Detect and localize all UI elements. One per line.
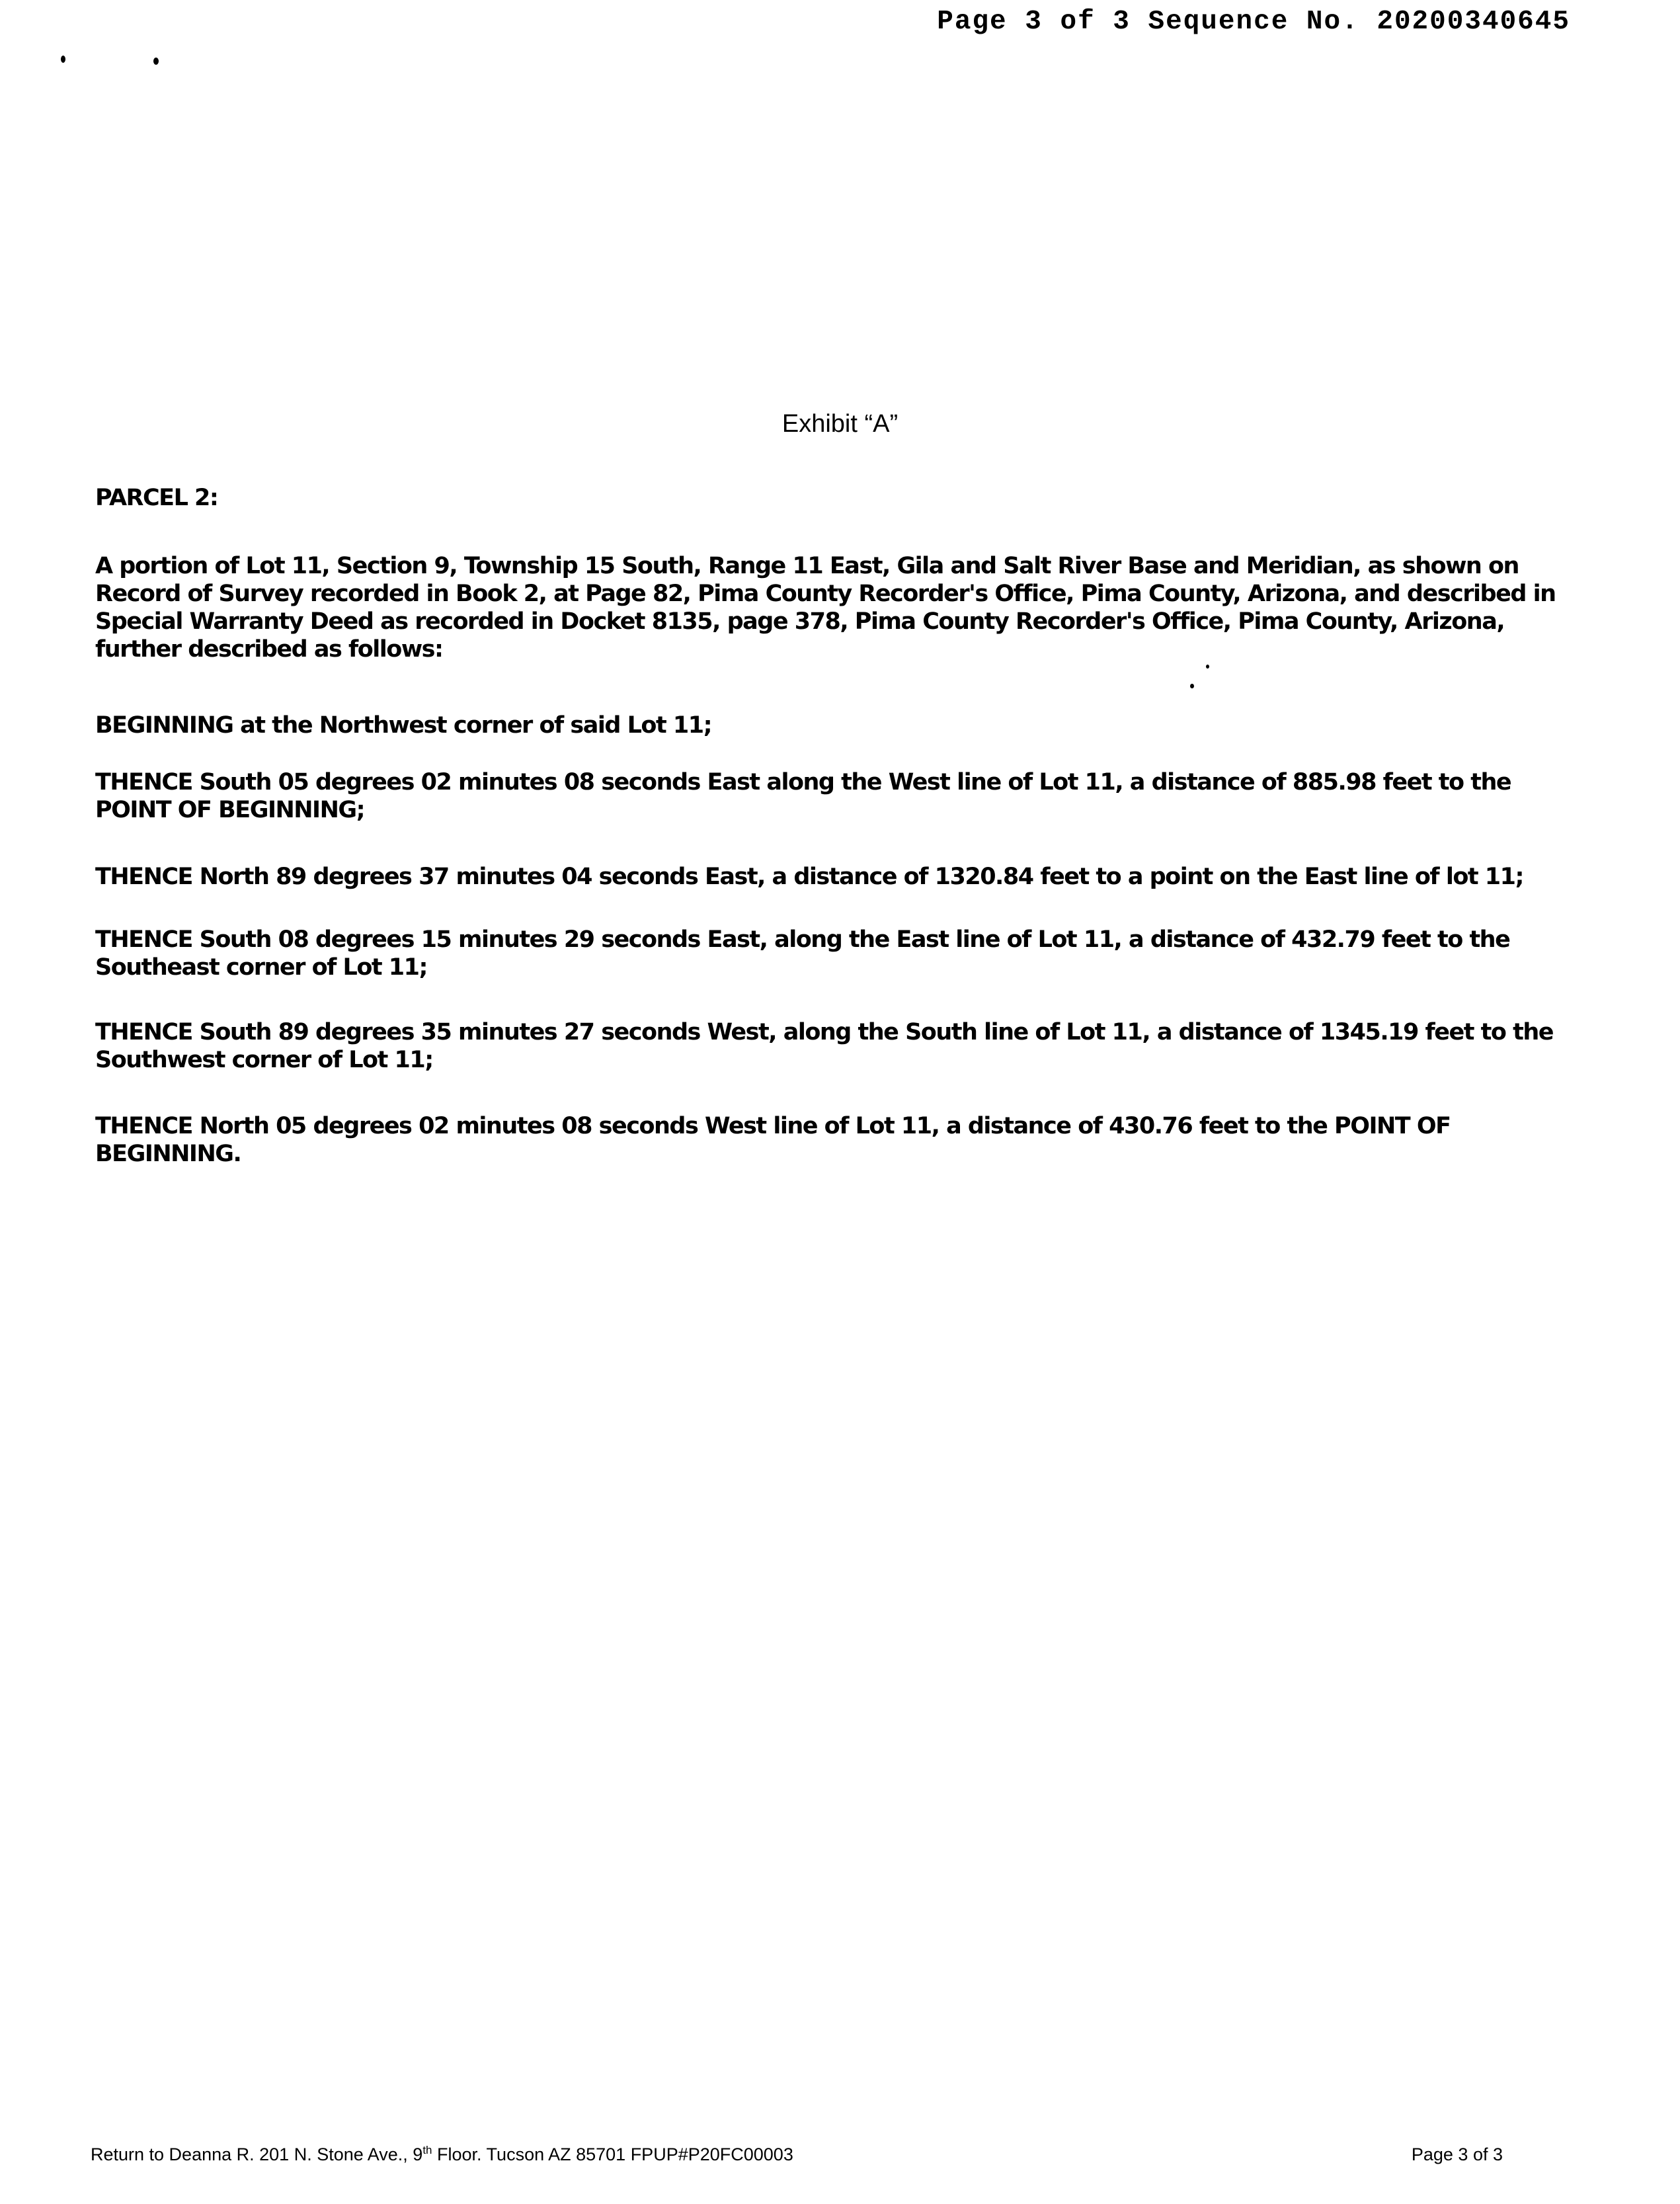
footer-return-text-end: Floor. Tucson AZ 85701 FPUP#P20FC00003 xyxy=(432,2144,793,2164)
legal-description-paragraph: THENCE South 05 degrees 02 minutes 08 seconds East along the West line of Lot 11, a distance of 885.98 feet to the POINT OF BEGINNING; xyxy=(95,769,1511,823)
parcel-heading: PARCEL 2: xyxy=(95,485,218,511)
legal-description-paragraph: THENCE South 89 degrees 35 minutes 27 seconds West, along the South line of Lot 11, a distance of 1345.19 feet to the Southwest corner of Lot 11; xyxy=(95,1019,1553,1073)
scan-speck xyxy=(61,56,65,63)
scan-speck xyxy=(1190,684,1194,688)
footer-page-number: Page 3 of 3 xyxy=(1411,2144,1503,2164)
footer-return-superscript: th xyxy=(422,2144,432,2156)
legal-description-paragraph: THENCE North 05 degrees 02 minutes 08 seconds West line of Lot 11, a distance of 430.76 feet to the POINT OF BEGINNING. xyxy=(95,1113,1451,1167)
scan-speck xyxy=(1206,665,1209,669)
exhibit-title: Exhibit “A” xyxy=(781,410,899,438)
footer-return-text: Return to Deanna R. 201 N. Stone Ave., 9 xyxy=(91,2144,423,2164)
header-stamp: Page 3 of 3 Sequence No. 20200340645 xyxy=(937,7,1570,37)
footer-return-address xyxy=(91,2144,793,2165)
legal-description-paragraph: THENCE South 08 degrees 15 minutes 29 seconds East, along the East line of Lot 11, a distance of 432.79 feet to the Southeast corner of Lot 11; xyxy=(95,926,1510,981)
legal-description-paragraph: A portion of Lot 11, Section 9, Township 15 South, Range 11 East, Gila and Salt River Base and Meridian, as shown on Record of Survey recorded in Book 2, at Page 82, Pima County Recorder's Office, Pima County, Arizona, and described in Special Warranty Deed as recorded in Docket 8135, page 378, Pima County Recorder's Office, Pima County, Arizona, further described as follows: xyxy=(95,553,1556,663)
legal-description-paragraph: BEGINNING at the Northwest corner of said Lot 11; xyxy=(95,712,712,739)
legal-description-paragraph: THENCE North 89 degrees 37 minutes 04 seconds East, a distance of 1320.84 feet to a point on the East line of lot 11; xyxy=(95,864,1523,890)
scan-speck xyxy=(153,58,159,65)
